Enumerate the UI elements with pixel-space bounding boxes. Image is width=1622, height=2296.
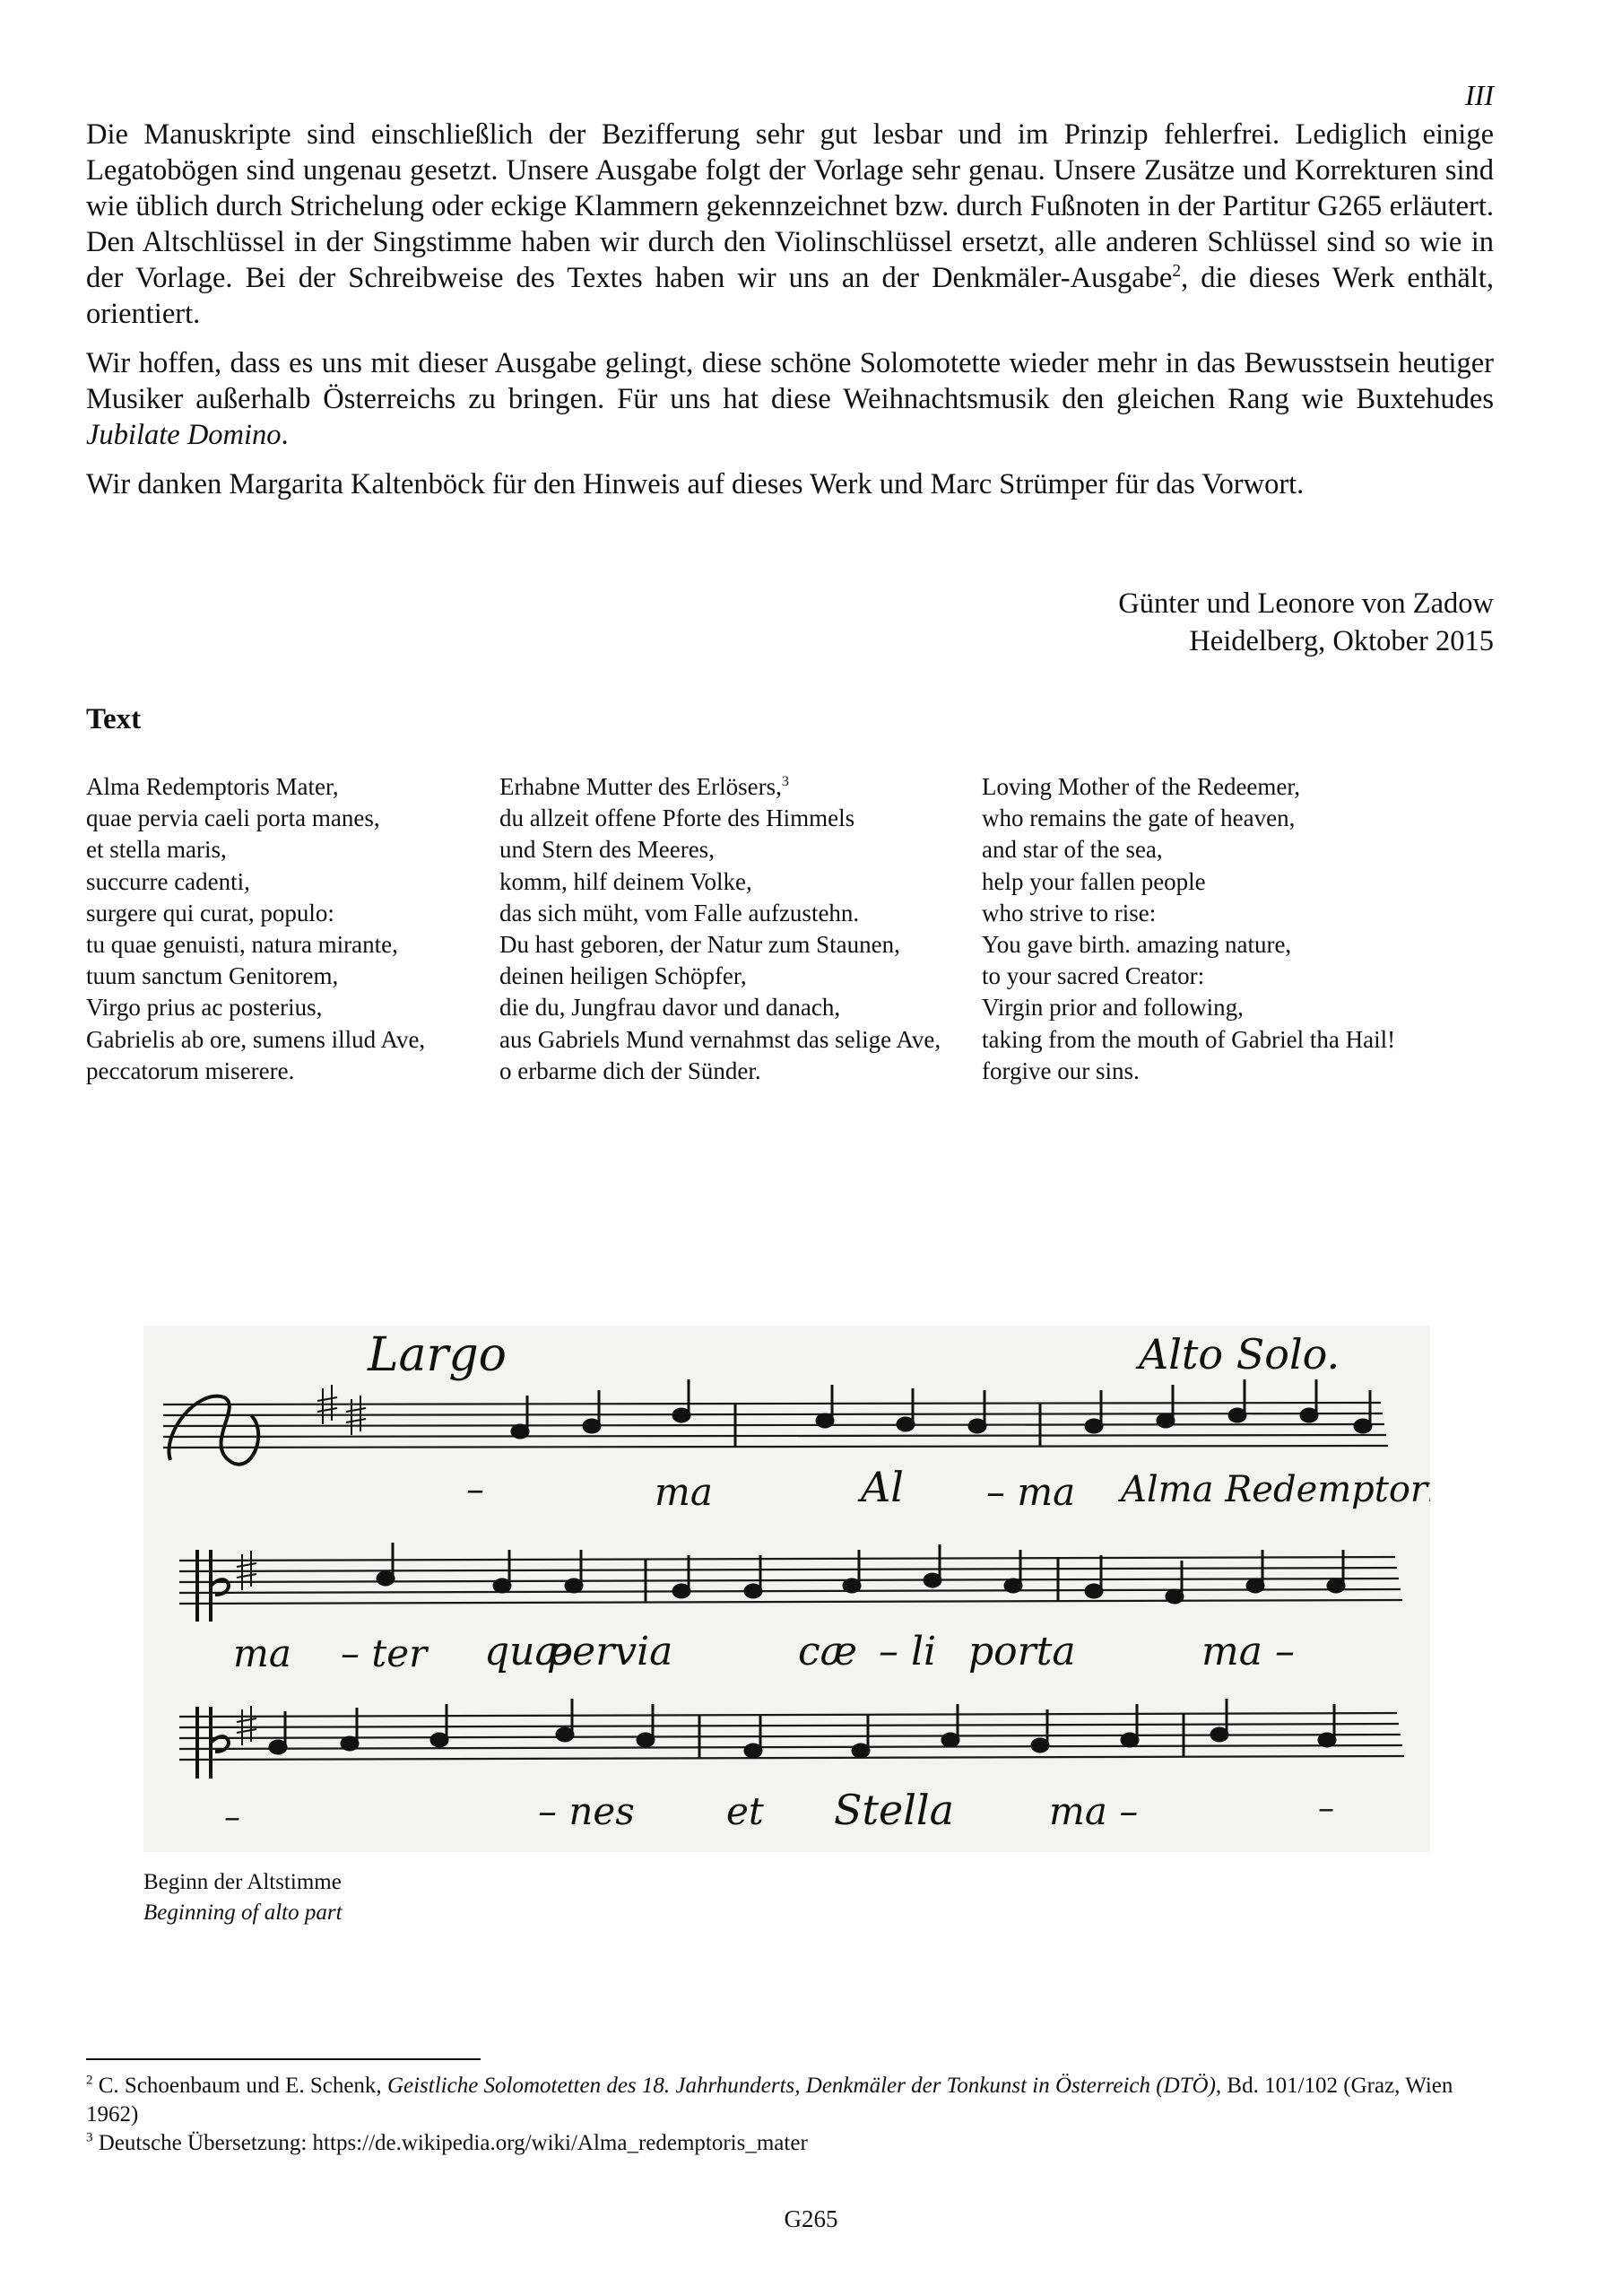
lyric: Al <box>861 1463 904 1511</box>
lyric: et <box>726 1789 764 1833</box>
footnote-text: , Bd. 101/102 (Graz, Wien 1962) <box>86 2074 1453 2126</box>
manuscript-score-image <box>143 1326 1430 1852</box>
key-signatures <box>237 1385 366 1745</box>
german-line: deinen heiligen Schöpfer, <box>499 962 747 990</box>
paragraph-text: Die Manuskripte sind einschließlich der Bezifferung sehr gut lesbar und im Prinzip fehlerfrei. Lediglich einige Legatobögen sind ungenau gesetzt. Unsere Ausgabe folgt der Vorlage sehr genau. Unsere Zusätze und Korrekturen sind wie üblich durch Strichelung oder eckige Klammern gekennzeichnet bzw. durch Fußnoten in der Partitur G265 erläutert. Den Altschlüssel in der Singstimme haben wir durch den Violinschlüssel ersetzt, alle anderen Schlüssel sind so wie in der Vorlage. Bei der Schreibweise des Textes haben wir uns an der Denkmäler-Ausgabe <box>86 118 1494 294</box>
figure-caption <box>143 1867 343 1928</box>
lyric: ma <box>655 1470 713 1514</box>
english-line: taking from the mouth of Gabriel tha Hail! <box>982 1025 1396 1053</box>
footnote-mark: 2 <box>86 2073 93 2088</box>
footnote-title: Geistliche Solomotetten des 18. Jahrhunderts, Denkmäler der Tonkunst in Österreich (DTÖ) <box>386 2074 1216 2098</box>
footnote-2 <box>86 2072 1494 2129</box>
latin-line: succurre cadenti, <box>86 867 250 895</box>
latin-line: peccatorum miserere. <box>86 1057 295 1084</box>
german-line: du allzeit offene Pforte des Himmels <box>499 804 855 832</box>
paragraph-thanks: Wir danken Margarita Kaltenböck für den Hinweis auf dieses Werk und Marc Strümper für das Vorwort. <box>86 468 1305 500</box>
paragraph-text: . <box>281 419 289 451</box>
english-line: to your sacred Creator: <box>982 962 1205 990</box>
german-line-text: Erhabne Mutter des Erlösers, <box>499 773 782 800</box>
tempo-marking: Largo <box>368 1328 507 1382</box>
english-line: You gave birth. amazing nature, <box>982 930 1292 958</box>
english-line: Loving Mother of the Redeemer, <box>982 773 1301 800</box>
signature-names: Günter und Leonore von Zadow <box>1118 587 1494 620</box>
lyric: cæ <box>798 1629 857 1674</box>
english-line: who remains the gate of heaven, <box>982 804 1296 832</box>
page-footer: G265 <box>784 2205 838 2232</box>
paragraph-text: Wir hoffen, dass es uns mit dieser Ausgabe gelingt, diese schöne Solomotette wieder mehr in das Bewusstsein heutiger Musiker außerhalb Österreichs zu bringen. Für uns hat diese Weihnachtsmusik den gleichen Rang wie Buxtehudes <box>86 347 1494 415</box>
latin-line: et stella maris, <box>86 836 227 864</box>
latin-line: tuum sanctum Genitorem, <box>86 962 339 990</box>
lyric: quæ <box>484 1629 572 1674</box>
german-line: die du, Jungfrau davor und danach, <box>499 994 841 1022</box>
english-column <box>982 771 1395 1087</box>
german-column <box>499 771 941 1087</box>
lyric: ma <box>233 1631 291 1675</box>
clef-mark <box>169 1396 258 1465</box>
lyric: – <box>1318 1790 1334 1827</box>
section-heading: Text <box>86 703 142 735</box>
signature-place-date: Heidelberg, Oktober 2015 <box>1189 625 1494 657</box>
footnotes <box>86 2072 1494 2158</box>
paragraph-hope <box>86 345 1494 453</box>
german-line: aus Gabriels Mund vernahmst das selige Ave, <box>499 1025 941 1053</box>
body-text <box>86 117 1494 516</box>
footnote-text: C. Schoenbaum und E. Schenk, <box>92 2074 387 2098</box>
latin-line: Alma Redemptoris Mater, <box>86 773 339 800</box>
english-line: help your fallen people <box>982 867 1206 895</box>
lyric: ma – <box>1049 1789 1139 1833</box>
staff-2 <box>179 1557 1402 1604</box>
german-line: Du hast geboren, der Natur zum Staunen, <box>499 930 900 958</box>
lyric: ma – <box>1201 1629 1295 1674</box>
footnote-separator <box>86 2058 481 2060</box>
german-line: das sich müht, vom Falle aufzustehn. <box>499 899 860 926</box>
paragraph-text: , die dieses Werk enthält, orientiert. <box>86 262 1494 330</box>
staff-1 <box>163 1403 1388 1448</box>
footnote-mark: 3 <box>86 2130 93 2145</box>
paragraph-manuscripts <box>86 117 1494 332</box>
lyric: Stella <box>834 1786 955 1834</box>
lyric: – <box>224 1799 240 1836</box>
lyric: pervia <box>547 1629 673 1674</box>
german-line <box>499 771 941 803</box>
english-line: forgive our sins. <box>982 1057 1140 1084</box>
voice-marking: Alto Solo. <box>1139 1330 1340 1378</box>
lyric: – li <box>879 1629 937 1674</box>
latin-line: quae pervia caeli porta manes, <box>86 804 380 832</box>
lyric: porta <box>968 1629 1076 1674</box>
page-number: III <box>1465 79 1494 111</box>
caption-english: Beginning of alto part <box>143 1900 343 1925</box>
signature <box>897 585 1494 660</box>
lyric: – nes <box>538 1789 635 1833</box>
english-line: Virgin prior and following, <box>982 994 1244 1022</box>
german-line: o erbarme dich der Sünder. <box>499 1057 761 1084</box>
latin-line: Gabrielis ab ore, sumens illud Ave, <box>86 1025 426 1053</box>
german-line: und Stern des Meeres, <box>499 836 715 864</box>
lyric: – ter <box>341 1631 428 1675</box>
footnote-text: Deutsche Übersetzung: https://de.wikipedia.org/wiki/Alma_redemptoris_mater <box>92 2131 808 2155</box>
work-title: Jubilate Domino <box>86 419 282 451</box>
lyric: Alma Redemptoris <box>1121 1469 1430 1510</box>
english-line: who strive to rise: <box>982 899 1157 926</box>
latin-line: tu quae genuisti, natura mirante, <box>86 930 398 958</box>
german-line: komm, hilf deinem Volke, <box>499 867 752 895</box>
lyric: – ma <box>986 1470 1076 1514</box>
footnote-ref-2: 2 <box>1172 262 1182 282</box>
footnote-3 <box>86 2129 1494 2158</box>
lyric: – <box>466 1469 484 1510</box>
latin-line: Virgo prius ac posterius, <box>86 994 323 1022</box>
footnote-ref-3: 3 <box>781 773 789 789</box>
english-line: and star of the sea, <box>982 836 1163 864</box>
latin-line: surgere qui curat, populo: <box>86 899 334 926</box>
latin-column <box>86 771 425 1087</box>
caption-german: Beginn der Altstimme <box>143 1870 342 1894</box>
